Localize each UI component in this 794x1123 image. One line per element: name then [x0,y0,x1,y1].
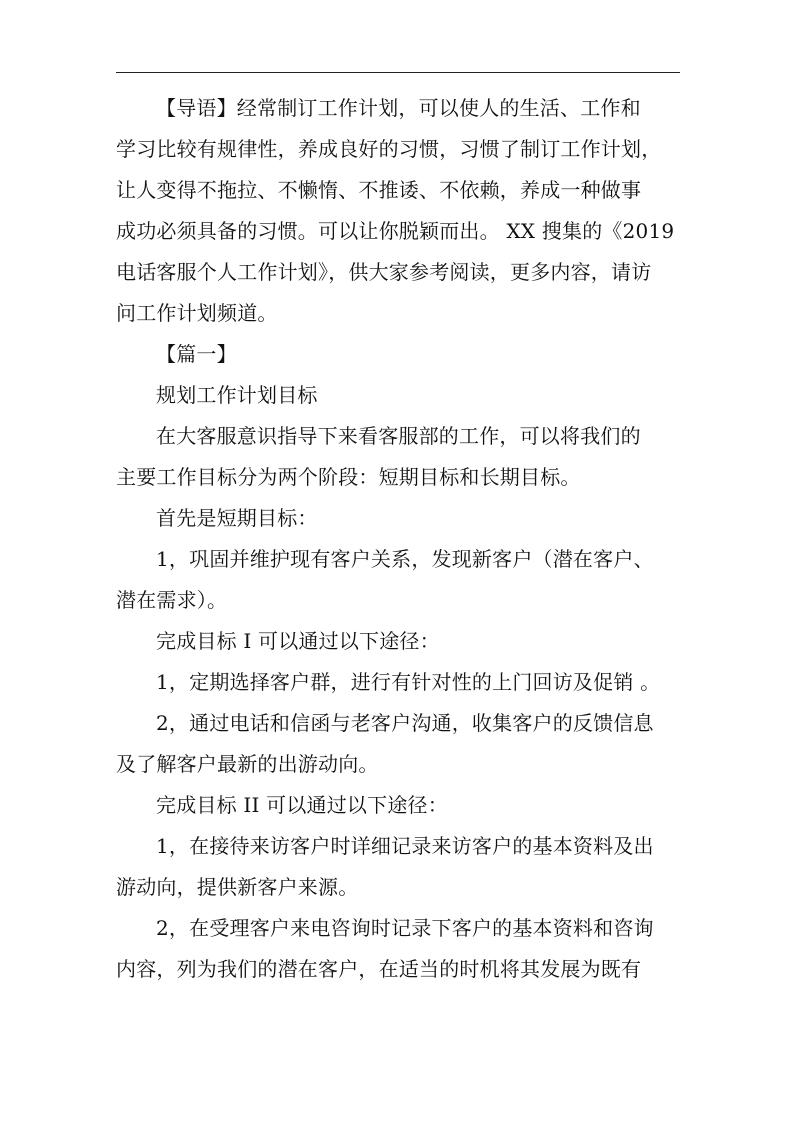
paragraph-line: 2，在受理客户来电咨询时记录下客户的基本资料和咨询 [156,916,654,940]
paragraph-line: 完成目标 I 可以通过以下途径： [156,629,440,653]
paragraph-line: 1，定期选择客户群，进行有针对性的上门回访及促销 。 [156,670,661,694]
intro-line-2: 学习比较有规律性，养成良好的习惯，习惯了制订工作计划， [116,137,662,161]
paragraph-line: 在大客服意识指导下来看客服部的工作，可以将我们的 [156,424,641,448]
intro-line-6: 问工作计划频道。 [116,301,278,325]
paragraph-line: 1，在接待来访客户时详细记录来访客户的基本资料及出 [156,834,654,858]
paragraph-line: 内容，列为我们的潜在客户，在适当的时机将其发展为既有 [116,957,642,981]
intro-line-5: 电话客服个人工作计划》，供大家参考阅读，更多内容，请访 [116,260,652,284]
paragraph-line: 游动向，提供新客户来源。 [116,875,359,899]
paragraph-line: 潜在需求）。 [116,588,228,612]
paragraph-line: 及了解客户最新的出游动向。 [116,752,379,776]
intro-line-1: 【导语】经常制订工作计划，可以使人的生活、工作和 [156,96,641,120]
section-subheading: 规划工作计划目标 [156,383,318,407]
paragraph-line: 1，巩固并维护现有客户关系，发现新客户（潜在客户、 [156,547,654,571]
document-body [116,88,682,990]
header-rule [116,72,680,73]
intro-line-4: 成功必须具备的习惯。可以让你脱颖而出。 XX 搜集的《2019 [116,219,675,243]
paragraph-line: 主要工作目标分为两个阶段：短期目标和长期目标。 [116,465,581,489]
paragraph-line: 完成目标 II 可以通过以下途径： [156,793,448,817]
paragraph-line: 首先是短期目标： [156,506,318,530]
intro-line-3: 让人变得不拖拉、不懒惰、不推诿、不依赖，养成一种做事 [116,178,642,202]
section-heading: 【篇一】 [156,342,237,366]
paragraph-line: 2，通过电话和信函与老客户沟通，收集客户的反馈信息 [156,711,654,735]
